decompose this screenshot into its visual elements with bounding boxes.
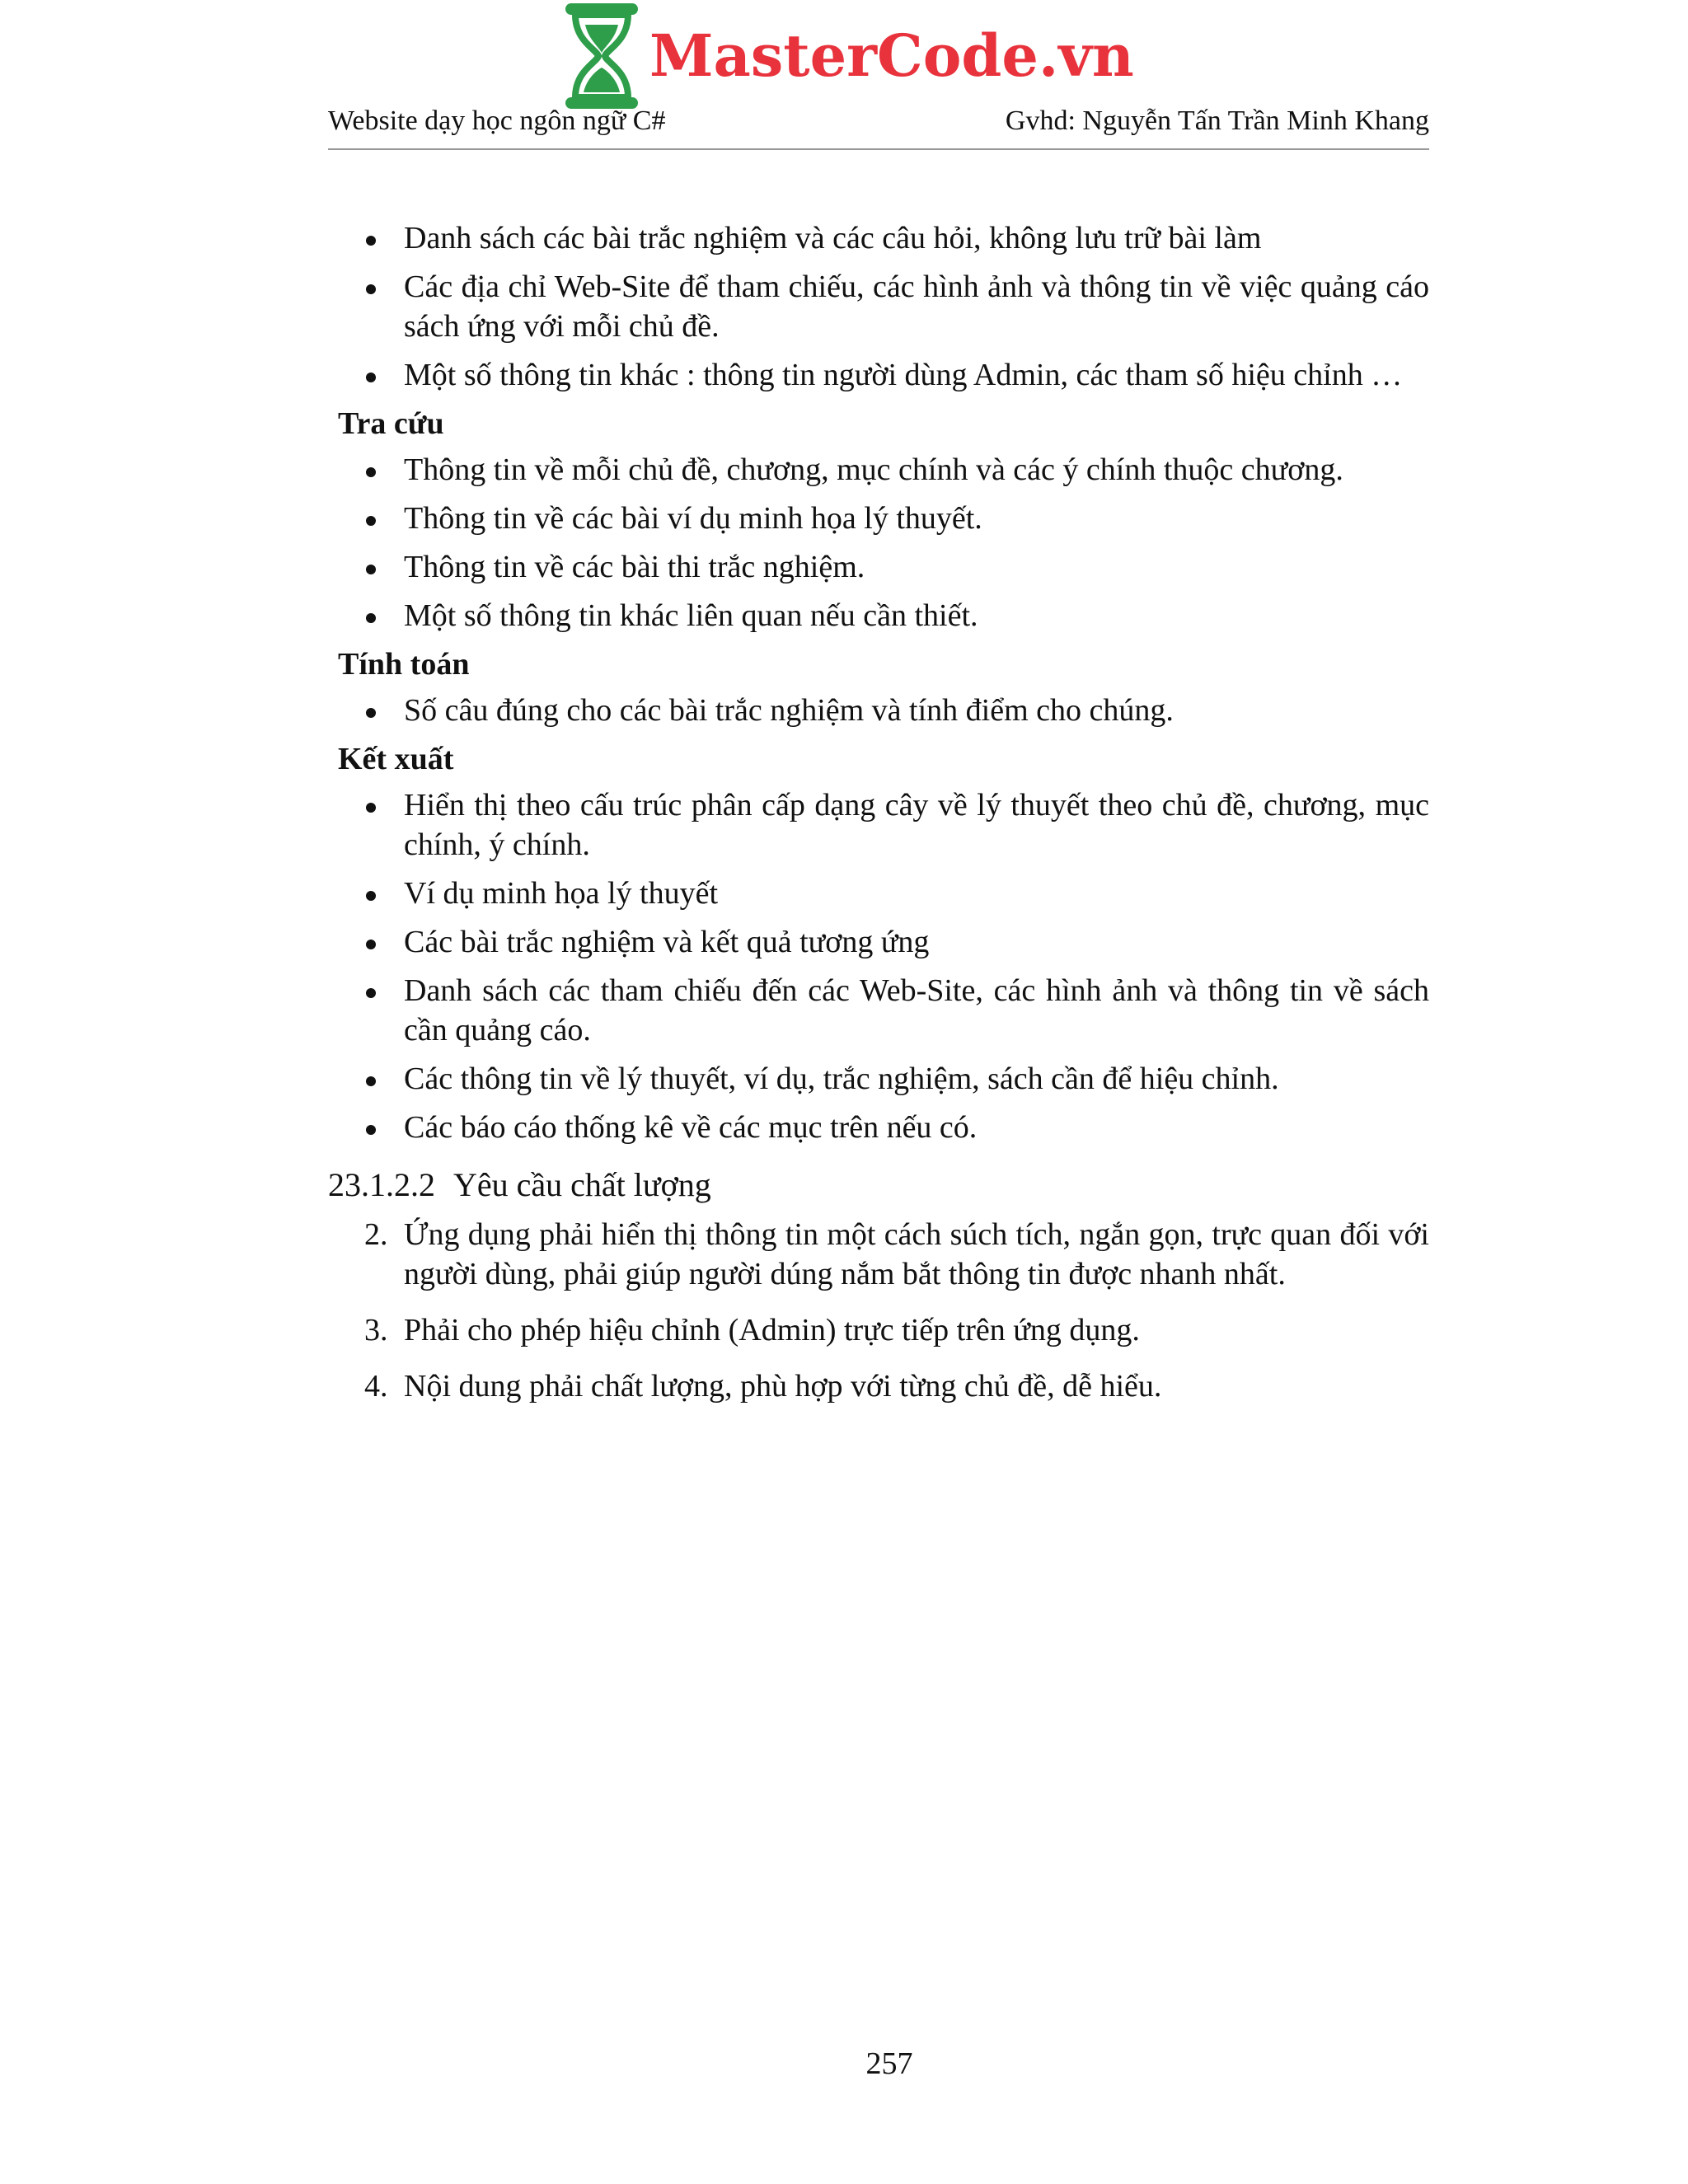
list-item: Thông tin về các bài ví dụ minh họa lý thuyết.	[328, 499, 1429, 538]
running-header-right: Gvhd: Nguyễn Tấn Trần Minh Khang	[1005, 105, 1429, 136]
section-heading	[328, 1165, 1429, 1205]
item-text: Phải cho phép hiệu chỉnh (Admin) trực tiếp trên ứng dụng.	[404, 1313, 1140, 1347]
tra-cuu-list	[328, 450, 1429, 635]
numbered-item	[328, 1310, 1429, 1350]
list-item: Hiển thị theo cấu trúc phân cấp dạng cây về lý thuyết theo chủ đề, chương, mục chính, ý chính.	[328, 785, 1429, 865]
tinh-toan-list	[328, 691, 1429, 730]
list-item: Các thông tin về lý thuyết, ví dụ, trắc nghiệm, sách cần để hiệu chỉnh.	[328, 1059, 1429, 1099]
section-number: 23.1.2.2	[328, 1166, 435, 1203]
list-item: Số câu đúng cho các bài trắc nghiệm và tính điểm cho chúng.	[328, 691, 1429, 730]
logo	[560, 0, 1134, 111]
quality-requirements-list	[328, 1215, 1429, 1406]
running-header-left: Website dạy học ngôn ngữ C#	[328, 105, 666, 136]
list-item: Các địa chỉ Web-Site để tham chiếu, các hình ảnh và thông tin về việc quảng cáo sách ứng với mỗi chủ đề.	[328, 267, 1429, 346]
item-text: Ứng dụng phải hiển thị thông tin một cách súch tích, ngắn gọn, trực quan đối với người dùng, phải giúp người dúng nắm bắt thông tin được nhanh nhất.	[404, 1217, 1429, 1291]
ket-xuat-list	[328, 785, 1429, 1147]
list-item: Danh sách các bài trắc nghiệm và các câu hỏi, không lưu trữ bài làm	[328, 218, 1429, 258]
list-item: Ví dụ minh họa lý thuyết	[328, 874, 1429, 913]
item-number: 4.	[364, 1369, 388, 1404]
item-number: 2.	[364, 1217, 388, 1252]
numbered-item	[328, 1215, 1429, 1294]
list-item: Các báo cáo thống kê về các mục trên nếu có.	[328, 1108, 1429, 1147]
logo-text: MasterCode.vn	[649, 21, 1134, 90]
page-number: 257	[865, 2046, 913, 2081]
list-item: Thông tin về mỗi chủ đề, chương, mục chính và các ý chính thuộc chương.	[328, 450, 1429, 490]
subheading-tra-cuu: Tra cứu	[338, 406, 444, 441]
section-title: Yêu cầu chất lượng	[453, 1166, 711, 1203]
list-item: Một số thông tin khác : thông tin người dùng Admin, các tham số hiệu chỉnh …	[328, 355, 1429, 395]
numbered-item	[328, 1366, 1429, 1406]
list-item: Thông tin về các bài thi trắc nghiệm.	[328, 547, 1429, 587]
item-number: 3.	[364, 1313, 388, 1347]
hourglass-icon	[560, 2, 643, 110]
list-item: Danh sách các tham chiếu đến các Web-Site, các hình ảnh và thông tin về sách cần quảng cáo.	[328, 971, 1429, 1050]
list-item: Một số thông tin khác liên quan nếu cần thiết.	[328, 596, 1429, 635]
subheading-tinh-toan: Tính toán	[338, 647, 470, 682]
subheading-ket-xuat: Kết xuất	[338, 742, 454, 776]
storage-list	[328, 218, 1429, 395]
item-text: Nội dung phải chất lượng, phù hợp với từng chủ đề, dễ hiểu.	[404, 1369, 1162, 1404]
header-divider	[328, 148, 1429, 150]
list-item: Các bài trắc nghiệm và kết quả tương ứng	[328, 922, 1429, 962]
page-body	[328, 218, 1429, 1422]
